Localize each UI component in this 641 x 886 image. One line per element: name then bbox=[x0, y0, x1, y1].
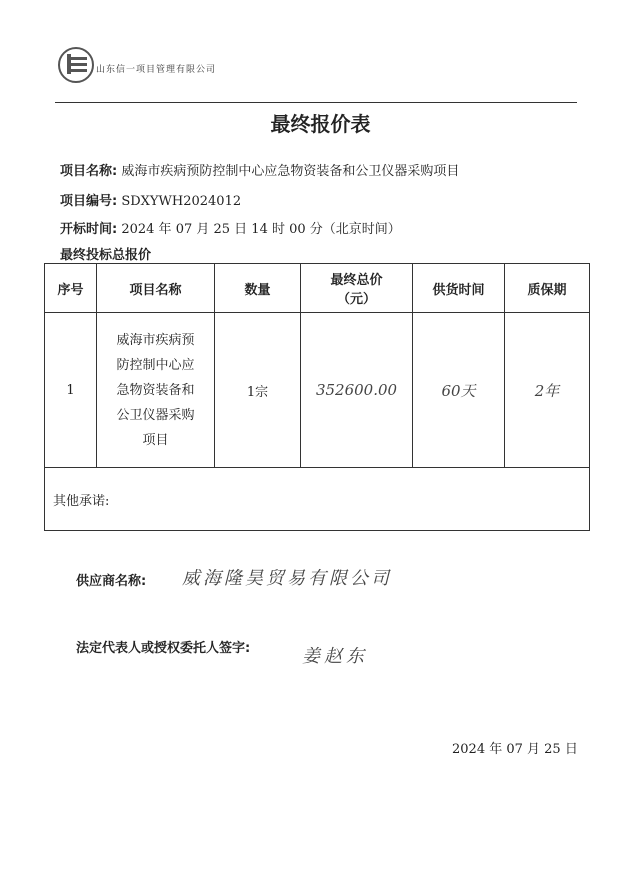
open-time-label: 开标时间: bbox=[60, 222, 118, 237]
company-name: 山东信一项目管理有限公司 bbox=[96, 65, 217, 75]
other-commitment-row bbox=[45, 468, 590, 531]
table-header-row bbox=[45, 264, 590, 313]
project-name-line bbox=[60, 160, 459, 179]
project-no-label: 项目编号: bbox=[60, 194, 118, 209]
project-no-value: SDXYWH2024012 bbox=[121, 194, 242, 209]
header-divider bbox=[55, 102, 577, 103]
open-time-line bbox=[60, 218, 401, 237]
rep-signature: 姜赵东 bbox=[302, 646, 368, 667]
cell-name-line: 防控制中心应 bbox=[116, 357, 195, 373]
project-name-label: 项目名称: bbox=[60, 164, 118, 179]
quote-table bbox=[44, 263, 590, 531]
header-qty: 数量 bbox=[215, 264, 301, 313]
open-time-value: 2024 年 07 月 25 日 14 时 00 分（北京时间） bbox=[121, 222, 401, 237]
project-name-value: 威海市疾病预防控制中心应急物资装备和公卫仪器采购项目 bbox=[121, 164, 460, 179]
supplier-label: 供应商名称: bbox=[76, 574, 147, 589]
cell-name-line: 急物资装备和 bbox=[116, 382, 195, 398]
sign-date: 2024 年 07 月 25 日 bbox=[452, 742, 578, 757]
company-logo-icon bbox=[57, 46, 95, 84]
table-title: 最终投标总报价 bbox=[60, 248, 152, 263]
cell-qty: 1宗 bbox=[215, 313, 301, 468]
other-commitment-label: 其他承诺: bbox=[45, 468, 590, 531]
cell-warranty: 2年 bbox=[505, 313, 590, 468]
cell-name-line: 项目 bbox=[142, 432, 169, 448]
header-price bbox=[301, 264, 413, 313]
cell-no: 1 bbox=[45, 313, 97, 468]
page-title: 最终报价表 bbox=[270, 112, 371, 136]
cell-delivery: 60天 bbox=[413, 313, 505, 468]
header-name: 项目名称 bbox=[97, 264, 215, 313]
header-price-line1: 最终总价 bbox=[330, 273, 383, 288]
header-delivery: 供货时间 bbox=[413, 264, 505, 313]
header-warranty: 质保期 bbox=[505, 264, 590, 313]
cell-name-line: 威海市疾病预 bbox=[116, 332, 195, 348]
supplier-signature: 威海隆昊贸易有限公司 bbox=[182, 568, 392, 589]
rep-label: 法定代表人或授权委托人签字: bbox=[76, 641, 251, 656]
cell-price: 352600.00 bbox=[301, 313, 413, 468]
project-no-line bbox=[60, 190, 241, 209]
cell-name bbox=[97, 313, 215, 468]
header-price-line2: （元） bbox=[336, 292, 376, 307]
table-row bbox=[45, 313, 590, 468]
header-no: 序号 bbox=[45, 264, 97, 313]
cell-name-line: 公卫仪器采购 bbox=[116, 407, 195, 423]
